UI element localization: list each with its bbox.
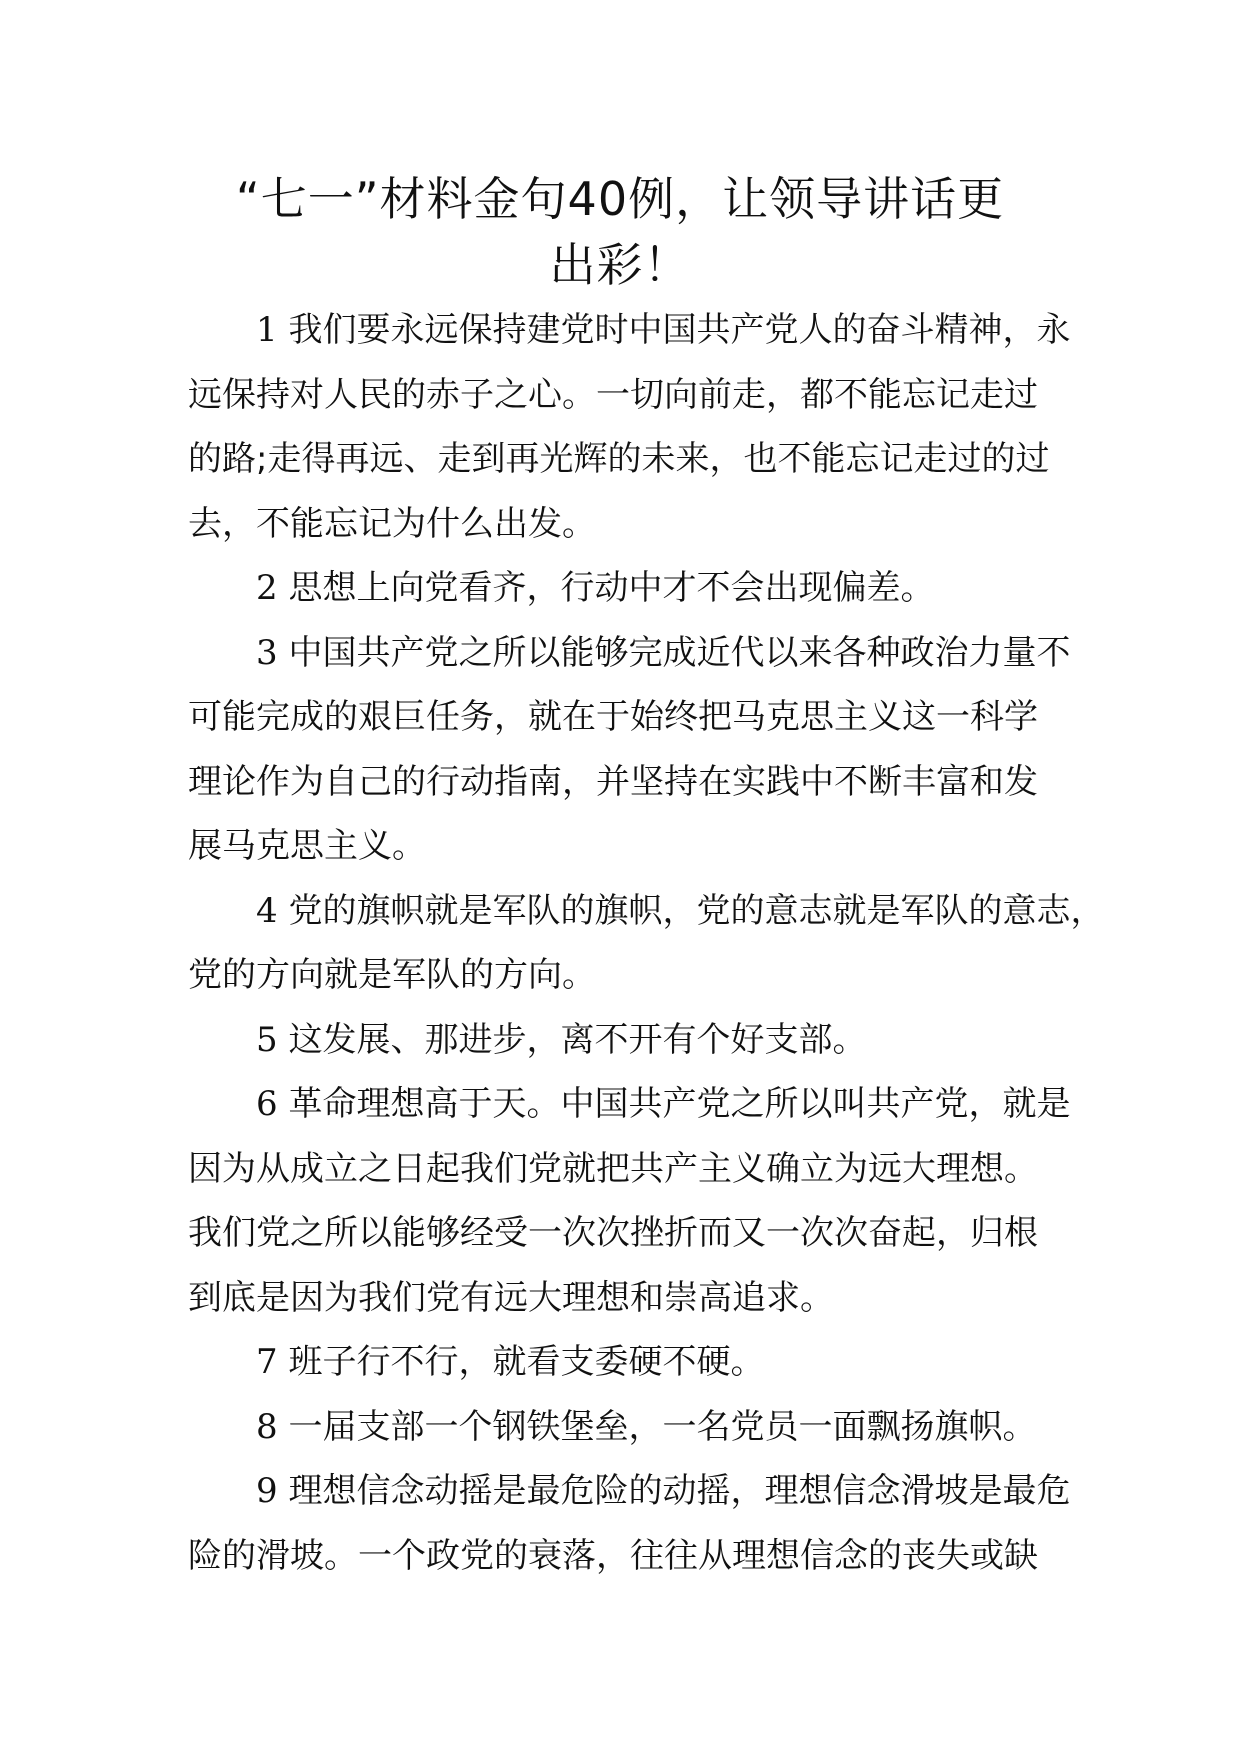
document-title bbox=[0, 166, 1240, 298]
paragraph-line bbox=[188, 1330, 1058, 1395]
paragraph-text: 革命理想高于天。中国共产党之所以叫共产党，就是 bbox=[288, 1084, 1071, 1124]
paragraph-line bbox=[188, 1008, 1058, 1073]
paragraph-5 bbox=[188, 1008, 1058, 1073]
paragraph-line bbox=[188, 1072, 1071, 1137]
paragraph-7 bbox=[188, 1330, 1058, 1395]
paragraph-line: 的路;走得再远、走到再光辉的未来，也不能忘记走过的过 bbox=[188, 439, 1050, 479]
paragraph-number: 4 bbox=[256, 890, 278, 931]
paragraph-line: 我们党之所以能够经受一次次挫折而又一次次奋起，归根 bbox=[188, 1213, 1038, 1253]
paragraph-number: 6 bbox=[256, 1084, 278, 1124]
paragraph-text: 一届支部一个钢铁堡垒，一名党员一面飘扬旗帜。 bbox=[288, 1406, 1037, 1447]
paragraph-number: 8 bbox=[256, 1406, 278, 1447]
paragraph-line bbox=[188, 1395, 1058, 1460]
paragraph-line: 党的方向就是军队的方向。 bbox=[188, 955, 596, 995]
paragraph-line bbox=[188, 621, 1071, 686]
paragraph-line: 到底是因为我们党有远大理想和崇高追求。 bbox=[188, 1277, 834, 1318]
paragraph-text: 中国共产党之所以能够完成近代以来各种政治力量不 bbox=[288, 632, 1071, 673]
paragraph-number: 3 bbox=[256, 632, 278, 673]
document-body bbox=[188, 298, 1105, 1588]
paragraph-3 bbox=[188, 621, 1071, 879]
paragraph-4 bbox=[188, 879, 1105, 1008]
paragraph-line bbox=[188, 879, 1105, 944]
paragraph-line: 险的滑坡。一个政党的衰落，往往从理想信念的丧失或缺 bbox=[188, 1535, 1038, 1576]
paragraph-number: 2 bbox=[256, 568, 278, 608]
paragraph-8 bbox=[188, 1395, 1058, 1460]
paragraph-text: 我们要永远保持建党时中国共产党人的奋斗精神，永 bbox=[288, 310, 1071, 350]
paragraph-text: 班子行不行，就看支委硬不硬。 bbox=[288, 1342, 765, 1382]
paragraph-line bbox=[188, 298, 1071, 363]
paragraph-2 bbox=[188, 556, 1058, 621]
paragraph-number: 9 bbox=[256, 1471, 278, 1511]
title-line: “七一”材料金句40例，让领导讲话更 bbox=[235, 172, 1005, 226]
title-line: 出彩！ bbox=[549, 238, 691, 292]
paragraph-1 bbox=[188, 298, 1071, 556]
paragraph-line: 去，不能忘记为什么出发。 bbox=[188, 503, 596, 544]
paragraph-9 bbox=[188, 1459, 1071, 1588]
paragraph-line: 理论作为自己的行动指南，并坚持在实践中不断丰富和发 bbox=[188, 761, 1038, 802]
paragraph-number: 7 bbox=[256, 1342, 278, 1382]
paragraph-text: 思想上向党看齐，行动中才不会出现偏差。 bbox=[288, 568, 935, 608]
paragraph-number: 1 bbox=[256, 310, 278, 350]
paragraph-text: 理想信念动摇是最危险的动摇，理想信念滑坡是最危 bbox=[288, 1471, 1071, 1511]
paragraph-line: 远保持对人民的赤子之心。一切向前走，都不能忘记走过 bbox=[188, 374, 1038, 415]
paragraph-text: 党的旗帜就是军队的旗帜，党的意志就是军队的意志， bbox=[288, 890, 1105, 931]
paragraph-number: 5 bbox=[256, 1019, 278, 1060]
paragraph-line: 可能完成的艰巨任务，就在于始终把马克思主义这一科学 bbox=[188, 697, 1038, 737]
paragraph-line: 因为从成立之日起我们党就把共产主义确立为远大理想。 bbox=[188, 1148, 1038, 1189]
paragraph-line bbox=[188, 1459, 1071, 1524]
paragraph-6 bbox=[188, 1072, 1071, 1330]
paragraph-line bbox=[188, 556, 1058, 621]
paragraph-line: 展马克思主义。 bbox=[188, 826, 426, 866]
paragraph-text: 这发展、那进步，离不开有个好支部。 bbox=[288, 1019, 867, 1060]
